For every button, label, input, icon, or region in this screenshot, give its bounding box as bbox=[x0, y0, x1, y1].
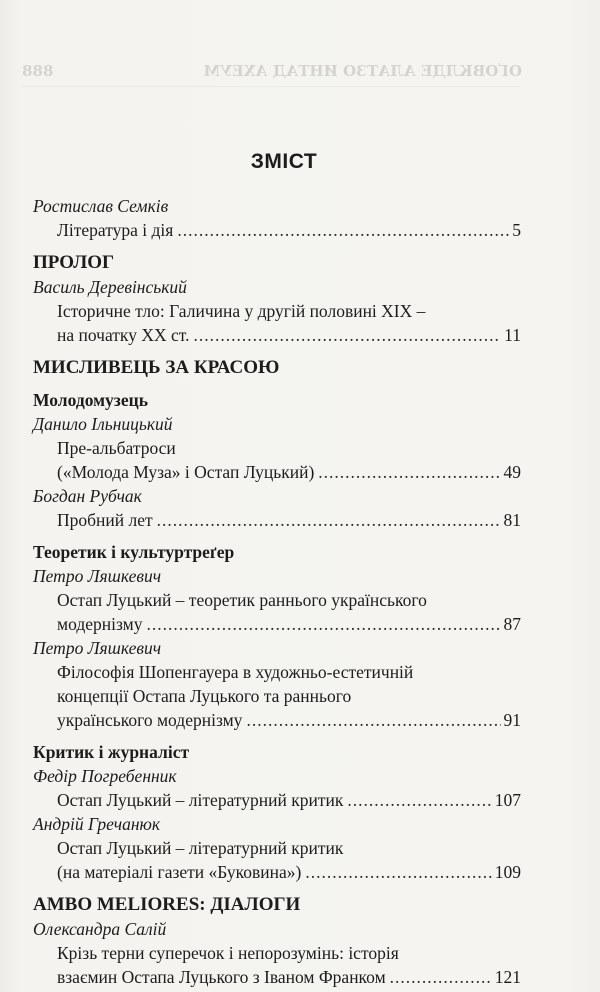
dot-leader bbox=[305, 860, 491, 884]
toc-entry-final-line bbox=[57, 708, 521, 732]
dot-leader bbox=[157, 508, 501, 532]
author-name: Данило Ільницький bbox=[33, 414, 173, 434]
page-number: 5 bbox=[512, 220, 521, 240]
table-of-contents bbox=[33, 150, 521, 989]
section-heading: МИСЛИВЕЦЬ ЗА КРАСОЮ bbox=[33, 357, 280, 378]
toc-entry-title-line: модернізму bbox=[57, 614, 143, 634]
toc-entry bbox=[33, 660, 521, 732]
subsection-heading: Молодомузець bbox=[33, 390, 148, 410]
toc-entry-title-line: Остап Луцький – теоретик раннього українського bbox=[57, 590, 427, 610]
dot-leader bbox=[390, 965, 492, 989]
toc-entry-title-line: Остап Луцький – літературний критик bbox=[57, 790, 344, 810]
author-name: Петро Ляшкевич bbox=[33, 566, 162, 586]
toc-entry-final-line bbox=[57, 508, 521, 532]
page-number: 87 bbox=[503, 614, 521, 634]
subsection-heading: Критик і журналіст bbox=[33, 742, 190, 762]
toc-list bbox=[33, 194, 521, 989]
page-number: 81 bbox=[503, 510, 521, 530]
toc-entry-final-line bbox=[57, 323, 521, 347]
toc-entry bbox=[33, 436, 521, 484]
toc-entry bbox=[33, 941, 521, 989]
bleed-through-title: ОҐОВКЛДЕ АЛАТЗО ИНТАД АХЕУМ bbox=[203, 62, 522, 80]
dot-leader bbox=[347, 788, 491, 812]
dot-leader bbox=[193, 323, 501, 347]
author-name: Петро Ляшкевич bbox=[33, 638, 162, 658]
author-name: Богдан Рубчак bbox=[33, 486, 142, 506]
toc-entry-title-line: («Молода Муза» і Остап Луцький) bbox=[57, 462, 315, 482]
toc-entry-title-line: на початку XX ст. bbox=[57, 325, 190, 345]
toc-entry-final-line bbox=[57, 860, 521, 884]
author-name: Ростислав Семків bbox=[33, 196, 169, 216]
author-name: Федір Погребенник bbox=[33, 766, 177, 786]
section-heading: ПРОЛОГ bbox=[33, 252, 115, 273]
toc-entry bbox=[33, 218, 521, 242]
toc-entry-title-line: Крізь терни суперечок і непорозумінь: історія bbox=[57, 943, 399, 963]
toc-entry-title-line: Історичне тло: Галичина у другій половині XIX – bbox=[57, 301, 426, 321]
bleed-through-header bbox=[22, 56, 522, 87]
dot-leader bbox=[177, 218, 509, 242]
dot-leader bbox=[146, 612, 500, 636]
toc-entry-final-line bbox=[57, 612, 521, 636]
toc-entry-final-line bbox=[57, 218, 521, 242]
author-name: Василь Деревінський bbox=[33, 277, 187, 297]
toc-entry-title-line: концепції Остапа Луцького та раннього bbox=[57, 686, 352, 706]
toc-entry bbox=[33, 299, 521, 347]
page-number: 121 bbox=[494, 967, 521, 987]
toc-entry-title-line: Література і дія bbox=[57, 220, 174, 240]
section-heading: AMBO MELIORES: ДІАЛОГИ bbox=[33, 894, 301, 915]
toc-entry-title-line: Пре-альбатроси bbox=[57, 438, 176, 458]
subsection-heading: Теоретик і культуртреґер bbox=[33, 542, 235, 562]
bleed-through-page-number: 888 bbox=[22, 62, 54, 80]
toc-entry-final-line bbox=[57, 460, 521, 484]
toc-entry bbox=[33, 788, 521, 812]
page-number: 107 bbox=[494, 790, 521, 810]
page-title: ЗМІСТ bbox=[250, 150, 318, 173]
author-name: Олександра Салій bbox=[33, 919, 167, 939]
toc-entry-title-line: Остап Луцький – літературний критик bbox=[57, 838, 344, 858]
toc-entry-title-line: взаємин Остапа Луцького з Іваном Франком bbox=[57, 967, 386, 987]
toc-entry-final-line bbox=[57, 965, 521, 989]
page-number: 11 bbox=[504, 325, 521, 345]
page-number: 109 bbox=[494, 862, 521, 882]
toc-entry-title-line: (на матеріалі газети «Буковина») bbox=[57, 862, 302, 882]
dot-leader bbox=[318, 460, 500, 484]
toc-entry-title-line: українського модернізму bbox=[57, 710, 243, 730]
toc-entry-final-line bbox=[57, 788, 521, 812]
dot-leader bbox=[246, 708, 500, 732]
toc-entry-title-line: Філософія Шопенгауера в художньо-естетичній bbox=[57, 662, 414, 682]
page-number: 91 bbox=[503, 710, 521, 730]
page-number: 49 bbox=[503, 462, 521, 482]
toc-entry bbox=[33, 836, 521, 884]
toc-entry bbox=[33, 588, 521, 636]
author-name: Андрій Гречанюк bbox=[33, 814, 161, 834]
toc-entry-title-line: Пробний лет bbox=[57, 510, 153, 530]
toc-entry bbox=[33, 508, 521, 532]
